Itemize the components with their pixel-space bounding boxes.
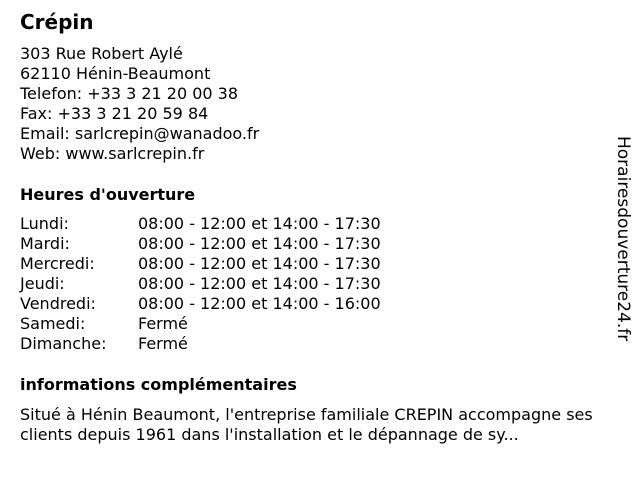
- email-text: Email: sarlcrepin@wanadoo.fr: [20, 124, 260, 143]
- day-hours: 08:00 - 12:00 et 14:00 - 17:30: [138, 274, 381, 293]
- hours-row: [20, 334, 381, 354]
- day-label: Mercredi:: [20, 254, 95, 273]
- fax-text: Fax: +33 3 21 20 59 84: [20, 104, 209, 123]
- web-text: Web: www.sarlcrepin.fr: [20, 144, 205, 163]
- watermark: [612, 136, 634, 372]
- day-hours: 08:00 - 12:00 et 14:00 - 16:00: [138, 294, 381, 313]
- address-line-2: 62110 Hénin-Beaumont: [20, 64, 211, 83]
- day-hours: 08:00 - 12:00 et 14:00 - 17:30: [138, 214, 381, 233]
- hours-row: [20, 254, 381, 274]
- day-label: Vendredi:: [20, 294, 96, 313]
- phone-text: Telefon: +33 3 21 20 00 38: [20, 84, 239, 103]
- hours-row: [20, 234, 381, 254]
- day-hours: 08:00 - 12:00 et 14:00 - 17:30: [138, 234, 381, 253]
- day-label: Mardi:: [20, 234, 70, 253]
- day-label: Jeudi:: [20, 274, 65, 293]
- day-hours: Fermé: [138, 314, 188, 333]
- address-line-1: 303 Rue Robert Aylé: [20, 44, 183, 63]
- info-title: informations complémentaires: [20, 375, 297, 394]
- day-label: Dimanche:: [20, 334, 107, 353]
- business-name: Crépin: [20, 10, 94, 34]
- day-label: Lundi:: [20, 214, 69, 233]
- day-hours: 08:00 - 12:00 et 14:00 - 17:30: [138, 254, 381, 273]
- hours-row: [20, 314, 381, 334]
- contact-block: [20, 44, 259, 164]
- hours-title: Heures d'ouverture: [20, 185, 196, 204]
- hours-row: [20, 214, 381, 234]
- hours-row: [20, 274, 381, 294]
- info-description: Situé à Hénin Beaumont, l'entreprise familiale CREPIN accompagne ses clients depuis 1961 dans l'installation et le dépannage de sy...: [20, 405, 593, 444]
- day-label: Samedi:: [20, 314, 86, 333]
- day-hours: Fermé: [138, 334, 188, 353]
- hours-table: [20, 214, 381, 354]
- watermark-text: Horairesdouverture24.fr: [613, 136, 633, 342]
- hours-row: [20, 294, 381, 314]
